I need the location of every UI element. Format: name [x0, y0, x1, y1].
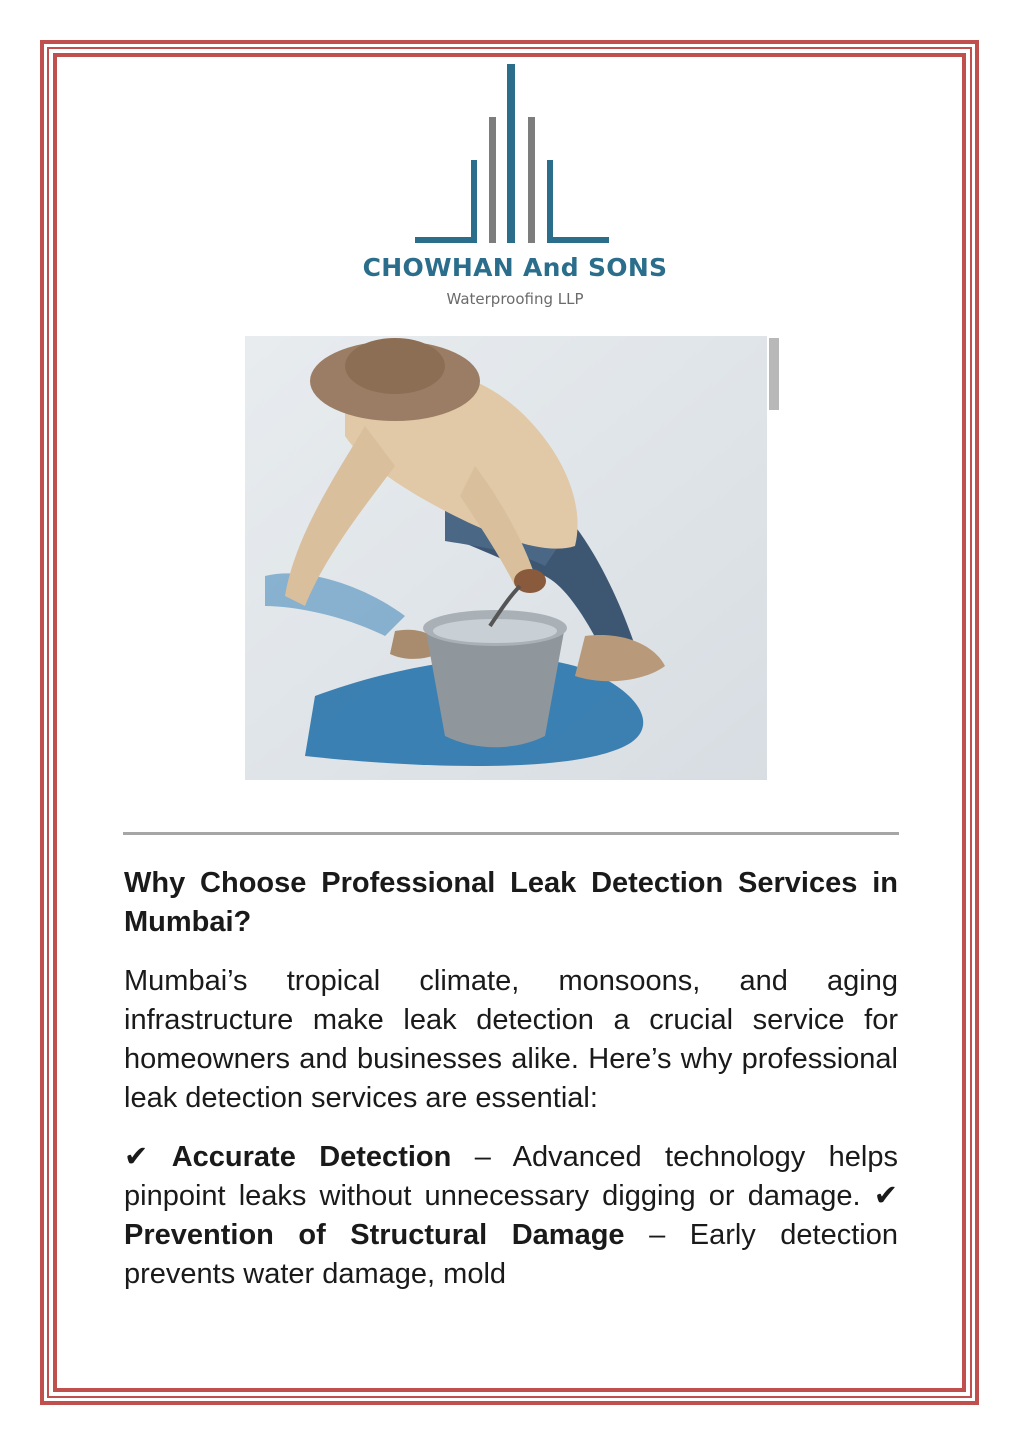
point-title-accurate-detection: Accurate Detection: [171, 1141, 452, 1173]
check-icon: ✔: [873, 1180, 898, 1212]
point-title-prevention: Prevention of Structural Damage: [124, 1219, 625, 1251]
worker-waterproofing-photo: [245, 336, 781, 780]
point-text-accurate-detection: – Advanced technology helps pinpoint leaks without unnecessary digging or damage.: [124, 1141, 898, 1212]
check-icon: ✔: [124, 1141, 149, 1173]
article-intro: Mumbai’s tropical climate, monsoons, and aging infrastructure make leak detection a crucial service for homeowners and businesses alike. Here’s why professional leak detection services are essential:: [124, 965, 898, 1114]
building-logo-icon: [415, 64, 610, 247]
article-heading: Why Choose Professional Leak Detection Services in Mumbai?: [124, 867, 898, 938]
benefits-list: [124, 1138, 898, 1294]
company-subtitle: Waterproofing LLP: [446, 290, 584, 308]
section-divider: [123, 832, 899, 835]
article-body: [124, 864, 898, 1314]
point-text-prevention: – Early detection prevents water damage, mold: [124, 1219, 898, 1290]
company-name: CHOWHAN And SONS: [362, 253, 668, 282]
company-logo: [355, 60, 675, 320]
